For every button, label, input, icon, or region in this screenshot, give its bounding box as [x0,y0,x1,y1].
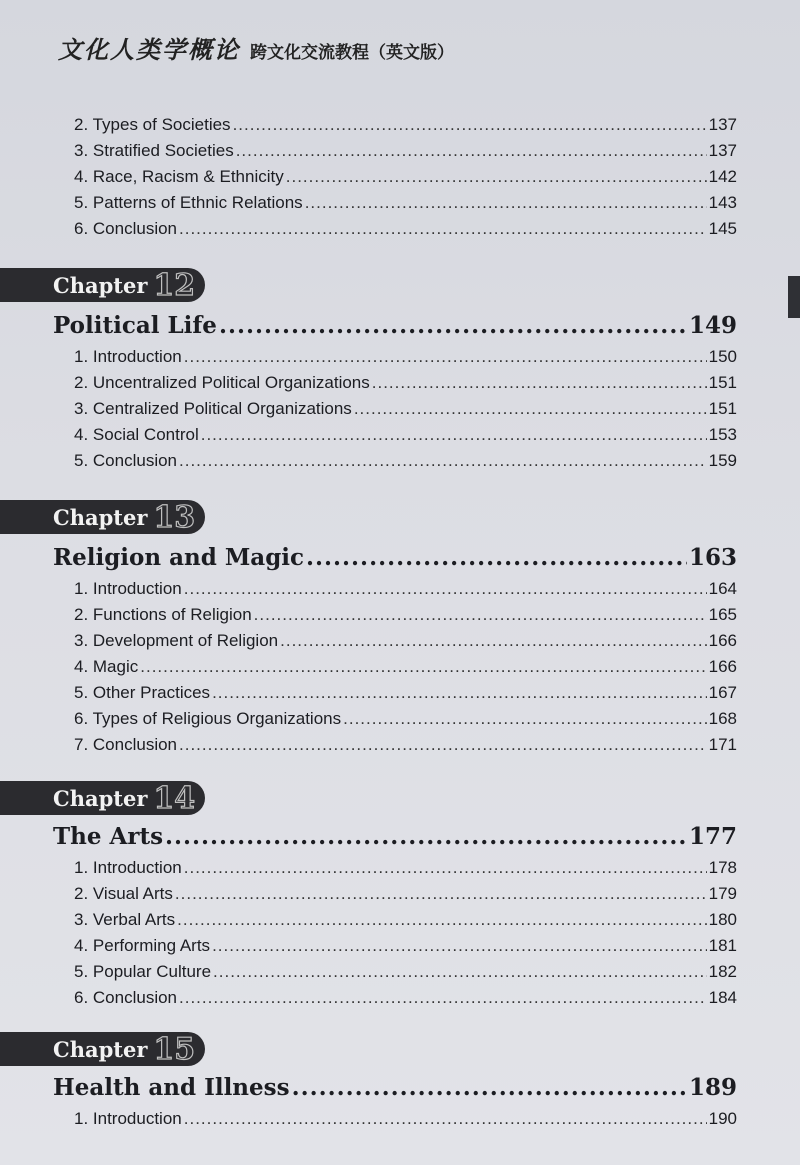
chapter-page: 177 [688,823,737,850]
leader-dots [179,218,707,240]
leader-dots [184,1108,707,1130]
leader-dots [165,823,687,850]
toc-entry-label: 3. Verbal Arts [74,910,176,929]
chapter-number: 12 [153,267,196,303]
toc-entry-page: 166 [708,631,737,650]
toc-entry-label: 1. Introduction [74,858,182,877]
chapter-title-row[interactable] [53,312,737,339]
toc-entry[interactable] [74,987,737,1009]
leader-dots [305,192,707,214]
chapter-banner [0,1032,205,1066]
toc-entry[interactable] [74,1108,737,1130]
chapter-banner [0,781,205,815]
chapter-banner [0,500,205,534]
toc-entry-label: 7. Conclusion [74,735,178,754]
chapter-word: Chapter [53,1036,148,1062]
toc-entry-label: 4. Performing Arts [74,936,211,955]
book-title-cn: 文化人类学概论 [58,35,240,64]
toc-entry-page: 167 [708,683,737,702]
leader-dots [236,140,707,162]
toc-entry-label: 5. Other Practices [74,683,211,702]
toc-entry[interactable] [74,708,737,730]
chapter-banner [0,268,205,302]
toc-entry[interactable] [74,630,737,652]
leader-dots [184,346,707,368]
chapter-title-row[interactable] [53,1074,737,1101]
leader-dots [354,398,707,420]
toc-entry-page: 184 [708,988,737,1007]
toc-entry-label: 1. Introduction [74,1109,182,1128]
chapter-number: 13 [153,499,196,535]
chapter-word: Chapter [53,504,148,530]
toc-entry[interactable] [74,192,737,214]
toc-entry[interactable] [74,450,737,472]
toc-entry[interactable] [74,909,737,931]
chapter-number: 15 [153,1031,196,1067]
chapter-word: Chapter [53,785,148,811]
toc-entry[interactable] [74,656,737,678]
toc-entry-page: 151 [708,399,737,418]
leader-dots [175,883,707,905]
leader-dots [372,372,707,394]
toc-entry[interactable] [74,398,737,420]
leader-dots [140,656,706,678]
toc-entry-label: 4. Social Control [74,425,199,444]
toc-entry-label: 6. Conclusion [74,219,178,238]
chapter-title: The Arts [53,823,164,850]
leader-dots [179,734,707,756]
toc-entry[interactable] [74,604,737,626]
toc-entry-label: 3. Centralized Political Organizations [74,399,352,418]
leader-dots [184,578,707,600]
toc-entry[interactable] [74,961,737,983]
chapter-title: Religion and Magic [53,544,305,571]
leader-dots [343,708,707,730]
toc-entry-label: 1. Introduction [74,347,182,366]
chapter-page: 163 [688,544,737,571]
toc-entry-page: 178 [708,858,737,877]
toc-entry-page: 179 [708,884,737,903]
toc-entry[interactable] [74,857,737,879]
toc-entry-page: 168 [708,709,737,728]
toc-entry-page: 165 [708,605,737,624]
toc-entry-page: 142 [708,167,737,186]
leader-dots [233,114,707,136]
chapter-number: 14 [153,780,196,816]
toc-entry-page: 182 [708,962,737,981]
leader-dots [213,961,707,983]
toc-entry[interactable] [74,424,737,446]
toc-entry-label: 2. Types of Societies [74,115,231,134]
toc-entry-page: 137 [708,115,737,134]
chapter-page: 149 [688,312,737,339]
leader-dots [179,450,707,472]
toc-entry[interactable] [74,218,737,240]
toc-entry-label: 2. Functions of Religion [74,605,252,624]
toc-entry-page: 180 [708,910,737,929]
toc-entry-label: 4. Magic [74,657,139,676]
toc-entry-label: 5. Patterns of Ethnic Relations [74,193,303,212]
toc-entry[interactable] [74,734,737,756]
leader-dots [184,857,707,879]
toc-entry-page: 145 [708,219,737,238]
toc-entry-label: 3. Development of Religion [74,631,279,650]
toc-entry-page: 143 [708,193,737,212]
toc-entry-page: 190 [708,1109,737,1128]
toc-entry-page: 159 [708,451,737,470]
toc-entry-label: 1. Introduction [74,579,182,598]
book-subtitle-cn: 跨文化交流教程（英文版） [250,43,454,63]
toc-entry-label: 4. Race, Racism & Ethnicity [74,167,284,186]
leader-dots [212,682,707,704]
leader-dots [292,1074,687,1101]
leader-dots [212,935,707,957]
leader-dots [177,909,707,931]
leader-dots [179,987,707,1009]
toc-entry[interactable] [74,883,737,905]
leader-dots [201,424,707,446]
toc-entry-page: 151 [708,373,737,392]
toc-entry-label: 2. Uncentralized Political Organizations [74,373,370,392]
chapter-page: 189 [688,1074,737,1101]
toc-entry[interactable] [74,346,737,368]
chapter-title-row[interactable] [53,544,737,571]
leader-dots [219,312,687,339]
toc-entry[interactable] [74,140,737,162]
toc-entry[interactable] [74,682,737,704]
chapter-title-row[interactable] [53,823,737,850]
chapter-title: Health and Illness [53,1074,290,1101]
toc-entry-page: 171 [708,735,737,754]
leader-dots [286,166,707,188]
toc-entry-page: 164 [708,579,737,598]
leader-dots [280,630,707,652]
toc-entry-label: 3. Stratified Societies [74,141,234,160]
toc-entry-page: 137 [708,141,737,160]
chapter-title: Political Life [53,312,217,339]
toc-entry-label: 2. Visual Arts [74,884,173,903]
toc-entry-page: 166 [708,657,737,676]
toc-entry[interactable] [74,166,737,188]
leader-dots [254,604,707,626]
toc-entry[interactable] [74,372,737,394]
toc-entry-label: 6. Conclusion [74,988,178,1007]
toc-entry-page: 153 [708,425,737,444]
toc-entry[interactable] [74,114,737,136]
toc-entry-page: 181 [708,936,737,955]
toc-entry[interactable] [74,578,737,600]
leader-dots [306,544,687,571]
toc-entry-label: 5. Popular Culture [74,962,212,981]
toc-entry-label: 5. Conclusion [74,451,178,470]
toc-entry-page: 150 [708,347,737,366]
toc-entry[interactable] [74,935,737,957]
chapter-word: Chapter [53,272,148,298]
toc-entry-label: 6. Types of Religious Organizations [74,709,342,728]
